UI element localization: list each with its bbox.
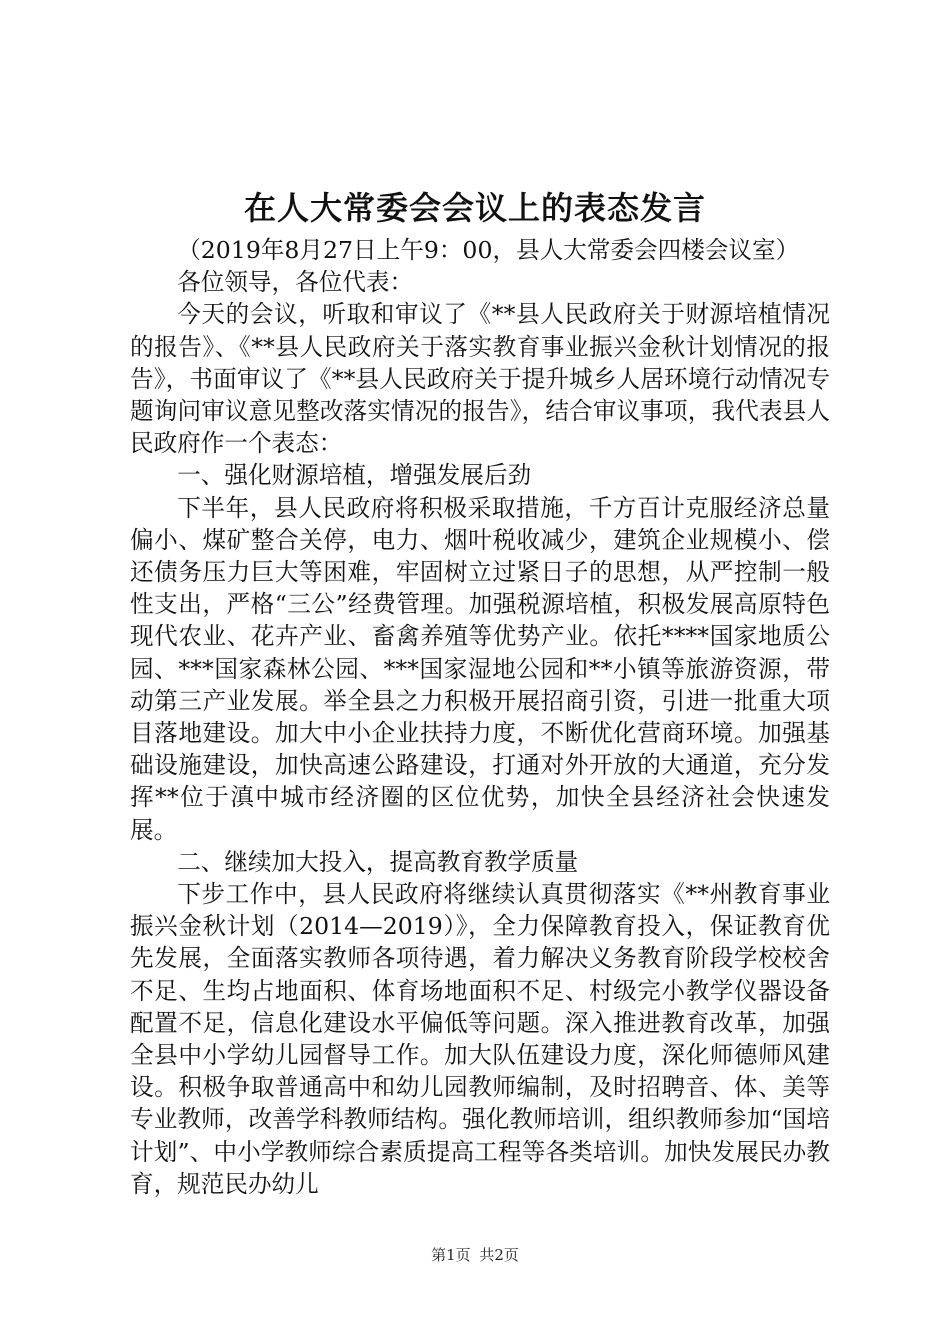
section-heading-1: 一、强化财源培植，增强发展后劲 — [177, 461, 532, 490]
meeting-info-paragraph: （2019年8月27日上午9：00，县人大常委会四楼会议室） — [177, 236, 800, 264]
section-1-paragraph: 下半年，县人民政府将积极采取措施，千方百计克服经济总量偏小、煤矿整合关停，电力、烟叶税收减少，建筑企业规模小、偿还债务压力巨大等困难，牢固树立过紧日子的思想，从严控制一般性支出，严格“三公”经费管理。加强税源培植，积极发展高原特色现代农业、花卉产业、畜禽养殖等优势产业。依托****国家地质公园、***国家森林公园、***国家湿地公园和**小镇等旅游资源，带动第三产业发展。举全县之力积极开展招商引资，引进一批重大项目落地建设。加大中小企业扶持力度，不断优化营商环境。加强基础设施建设，加快高速公路建设，打通对外开放的大通道，充分发挥**位于滇中城市经济圈的区位优势，加快全县经济社会快速发展。 — [130, 493, 830, 844]
salutation-paragraph: 各位领导，各位代表： — [177, 268, 414, 297]
page-footer — [0, 1243, 950, 1267]
intro-paragraph: 今天的会议，听取和审议了《**县人民政府关于财源培植情况的报告》、《**县人民政府关于落实教育事业振兴金秋计划情况的报告》，书面审议了《**县人民政府关于提升城乡人居环境行动情况专题询问审议意见整改落实情况的报告》，结合审议事项，我代表县人民政府作一个表态： — [130, 300, 830, 458]
section-heading-2: 二、继续加大投入，提高教育教学质量 — [177, 847, 579, 876]
document-title: 在人大常委会会议上的表态发言 — [243, 189, 706, 227]
page-total: 共2页 — [479, 1246, 519, 1264]
document-body — [130, 234, 830, 1200]
page-number: 第1页 — [431, 1246, 471, 1264]
section-2-paragraph: 下步工作中，县人民政府将继续认真贯彻落实《**州教育事业振兴金秋计划（2014—2019）》，全力保障教育投入，保证教育优先发展，全面落实教师各项待遇，着力解决义务教育阶段学校校舍不足、生均占地面积、体育场地面积不足、村级完小教学仪器设备配置不足，信息化建设水平偏低等问题。深入推进教育改革，加强全县中小学幼儿园督导工作。加大队伍建设力度，深化师德师风建设。积极争取普通高中和幼儿园教师编制，及时招聘音、体、美等专业教师，改善学科教师结构。强化教师培训，组织教师参加“国培计划”、中小学教师综合素质提高工程等各类培训。加快发展民办教育，规范民办幼儿 — [130, 880, 830, 1198]
